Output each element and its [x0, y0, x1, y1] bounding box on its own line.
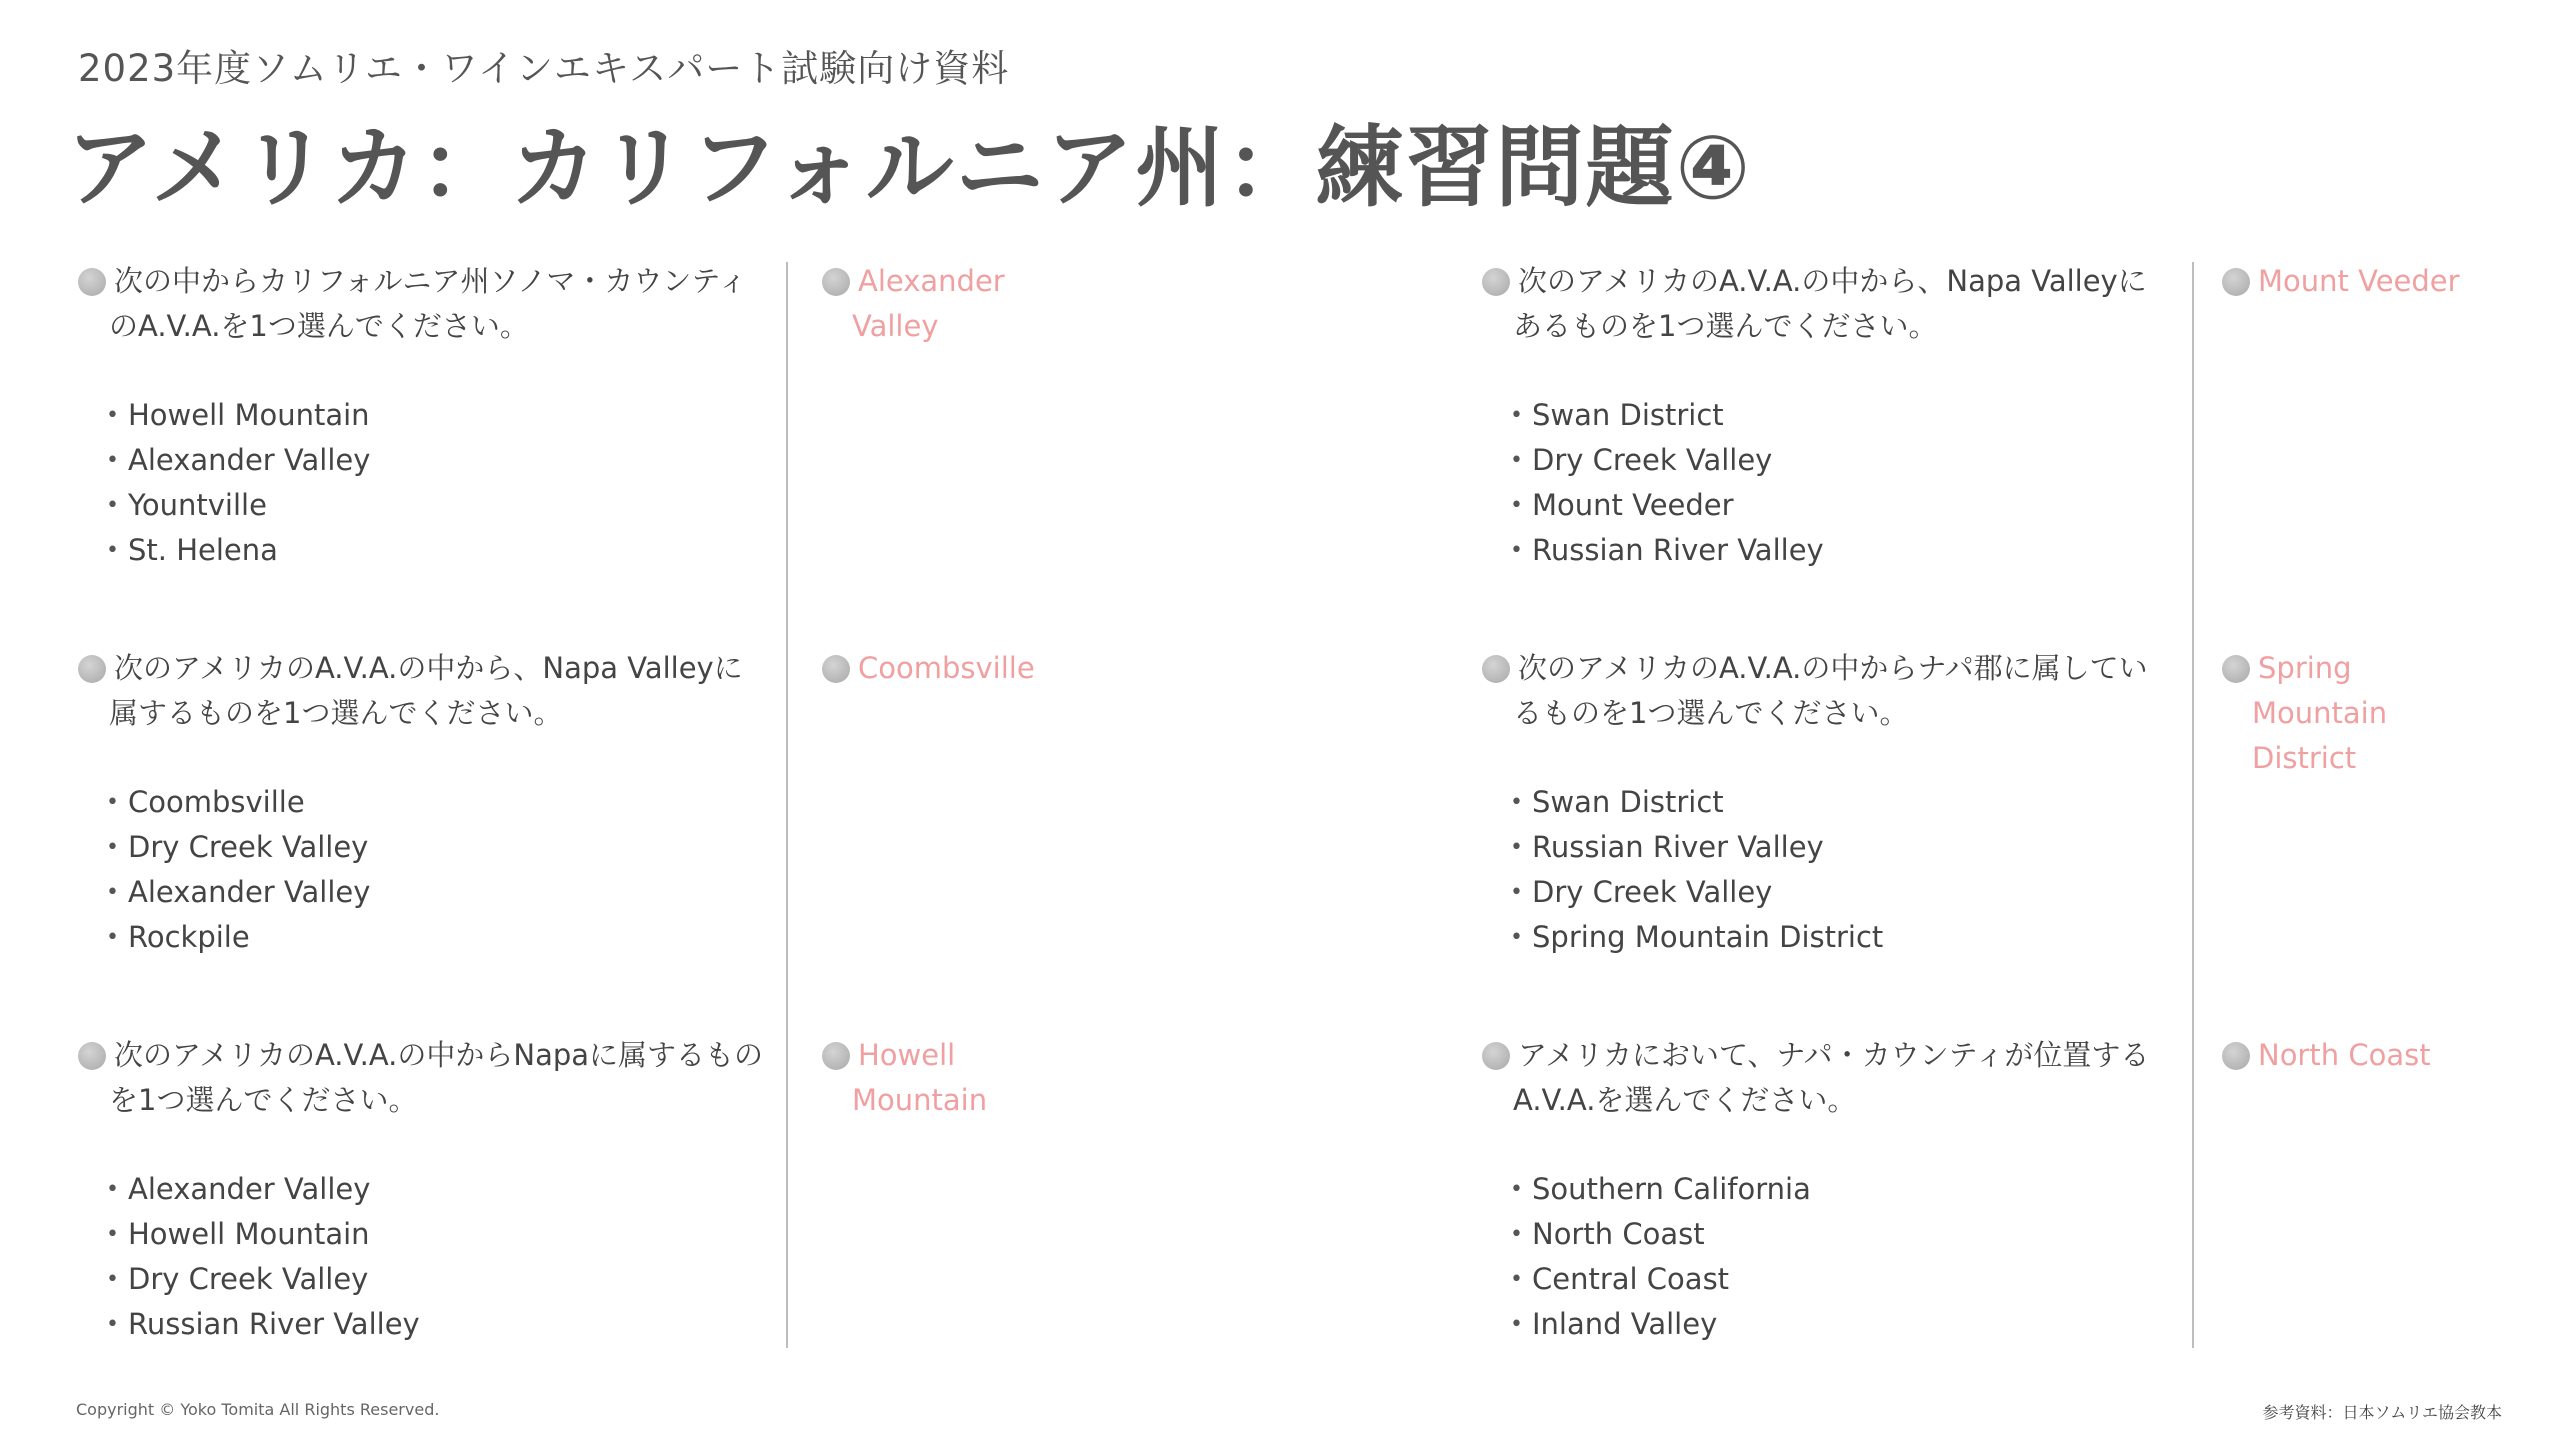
page-title: アメリカ：カリフォルニア州：練習問題④ [66, 116, 1752, 219]
answer-block-6 [2222, 1033, 2482, 1078]
option-item: • Russian River Valley [1510, 528, 2172, 573]
option-item: • Spring Mountain District [1510, 915, 2172, 960]
question-bullet-icon [1482, 1042, 1510, 1070]
answer-text: Spring Mountain District [2252, 651, 2388, 775]
reference-note: 参考資料：日本ソムリエ協会教本 [2262, 1403, 2502, 1422]
option-item: • Russian River Valley [106, 1302, 768, 1347]
option-list [78, 1167, 768, 1347]
option-item: • Alexander Valley [106, 1167, 768, 1212]
question-text: 次のアメリカのA.V.A.の中から、Napa Valleyに属するものを1つ選んでください。 [109, 651, 743, 730]
option-item: • Howell Mountain [106, 1212, 768, 1257]
answer-bullet-icon [2222, 1042, 2250, 1070]
question-bullet-icon [78, 655, 106, 683]
option-item: • Russian River Valley [1510, 825, 2172, 870]
question-text: アメリカにおいて、ナパ・カウンティが位置するA.V.A.を選んでください。 [1513, 1038, 2150, 1117]
answer-bullet-icon [822, 655, 850, 683]
column-divider-right [2192, 262, 2194, 1348]
question-block-3 [78, 1033, 768, 1347]
option-item: • Dry Creek Valley [106, 825, 768, 870]
question-block-1 [78, 259, 768, 573]
option-list [1482, 1167, 2172, 1347]
answer-bullet-icon [822, 1042, 850, 1070]
answer-block-4 [2222, 259, 2482, 304]
option-item: • Alexander Valley [106, 438, 768, 483]
option-item: • Inland Valley [1510, 1302, 2172, 1347]
answer-bullet-icon [822, 268, 850, 296]
option-item: • Howell Mountain [106, 393, 768, 438]
option-item: • Yountville [106, 483, 768, 528]
option-item: • Rockpile [106, 915, 768, 960]
answer-text: Coombsville [858, 651, 1035, 685]
answer-block-3 [822, 1033, 1082, 1123]
question-text: 次のアメリカのA.V.A.の中からNapaに属するものを1つ選んでください。 [109, 1038, 764, 1117]
option-list [1482, 780, 2172, 960]
answer-bullet-icon [2222, 655, 2250, 683]
question-block-5 [1482, 646, 2172, 960]
answer-text: Alexander Valley [852, 264, 1005, 343]
answer-text: Howell Mountain [852, 1038, 988, 1117]
question-bullet-icon [78, 268, 106, 296]
question-block-2 [78, 646, 768, 960]
answer-text: North Coast [2258, 1038, 2431, 1072]
answer-block-5 [2222, 646, 2482, 781]
question-bullet-icon [1482, 268, 1510, 296]
question-block-6 [1482, 1033, 2172, 1347]
option-item: • Coombsville [106, 780, 768, 825]
column-divider-left [786, 262, 788, 1348]
answer-block-2 [822, 646, 1082, 691]
copyright-notice: Copyright © Yoko Tomita All Rights Reserved. [76, 1400, 440, 1419]
option-item: • Central Coast [1510, 1257, 2172, 1302]
option-list [1482, 393, 2172, 573]
question-bullet-icon [1482, 655, 1510, 683]
option-item: • Swan District [1510, 393, 2172, 438]
option-item: • Dry Creek Valley [106, 1257, 768, 1302]
question-text: 次のアメリカのA.V.A.の中からナパ郡に属しているものを1つ選んでください。 [1513, 651, 2148, 730]
answer-text: Mount Veeder [2258, 264, 2460, 298]
question-block-4 [1482, 259, 2172, 573]
option-item: • Southern California [1510, 1167, 2172, 1212]
option-item: • Mount Veeder [1510, 483, 2172, 528]
question-bullet-icon [78, 1042, 106, 1070]
question-text: 次の中からカリフォルニア州ソノマ・カウンティのA.V.A.を1つ選んでください。 [109, 264, 748, 343]
option-item: • St. Helena [106, 528, 768, 573]
question-text: 次のアメリカのA.V.A.の中から、Napa Valleyにあるものを1つ選んでください。 [1513, 264, 2147, 343]
option-item: • Alexander Valley [106, 870, 768, 915]
page-subtitle: 2023年度ソムリエ・ワインエキスパート試験向け資料 [78, 47, 1010, 90]
option-item: • Dry Creek Valley [1510, 438, 2172, 483]
option-item: • North Coast [1510, 1212, 2172, 1257]
answer-block-1 [822, 259, 1082, 349]
option-list [78, 393, 768, 573]
option-list [78, 780, 768, 960]
option-item: • Swan District [1510, 780, 2172, 825]
answer-bullet-icon [2222, 268, 2250, 296]
option-item: • Dry Creek Valley [1510, 870, 2172, 915]
